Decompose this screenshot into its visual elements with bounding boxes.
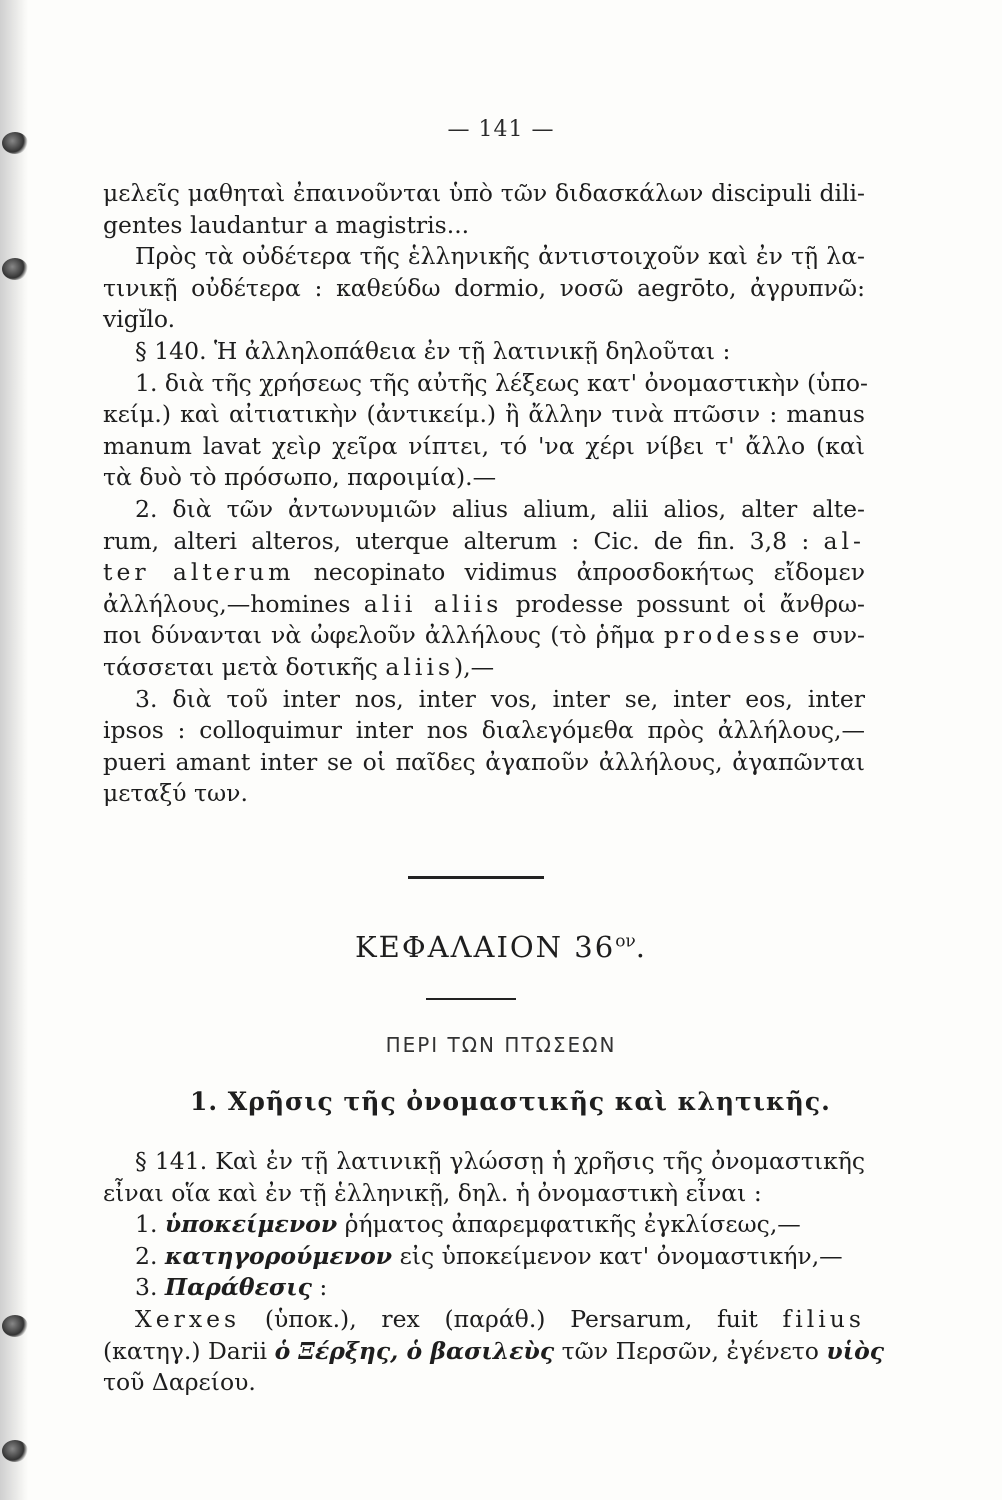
chapter-title-text: ΚΕΦΑΛΑΙΟΝ 36 xyxy=(355,930,616,964)
text-line: κείμ.) καὶ αἰτιατικὴν (ἀντικείμ.) ἢ ἄλλην τινὰ πτῶσιν : manus xyxy=(103,400,865,429)
text-line xyxy=(103,1304,865,1336)
section-141 xyxy=(103,1146,885,1399)
text-line xyxy=(103,526,865,558)
text-line: τὰ δυὸ τὸ πρόσωπο, παροιμία).— xyxy=(103,463,497,492)
paragraph-neuter xyxy=(103,241,865,336)
bold-term: υἱὸς xyxy=(826,1336,885,1365)
text-fragment: necopinato vidimus ἀπροσδοκήτως εἴδομεν xyxy=(313,558,865,587)
spaced-term: filius xyxy=(782,1304,865,1333)
list-item xyxy=(103,1272,865,1304)
spaced-term: ter alterum xyxy=(103,558,295,587)
spaced-term: aliis xyxy=(385,652,455,681)
spaced-term: al- xyxy=(823,526,865,555)
text-fragment: τάσσεται μετὰ δοτικῆς xyxy=(103,652,378,681)
page-number: — 141 — xyxy=(447,117,555,142)
text-line: gentes laudantur a magistris... xyxy=(103,210,470,239)
binding-edge xyxy=(0,0,28,1500)
upper-text-block xyxy=(103,178,868,810)
text-line: vigĭlo. xyxy=(103,305,176,334)
list-item xyxy=(103,1241,865,1273)
binding-ring-icon xyxy=(2,258,28,280)
paragraph-continuation xyxy=(103,178,865,241)
text-line: τινικῇ οὐδέτερα : καθεύδω dormio, νοσῶ aegrōto, ἀγρυπνῶ: xyxy=(103,273,865,302)
text-line: ipsos : colloquimur inter nos διαλεγόμεθα πρὸς ἀλλήλους,— xyxy=(103,716,865,745)
text-line: pueri amant inter se οἱ παῖδες ἀγαποῦν ἀλλήλους, ἀγαπῶνται xyxy=(103,747,865,776)
text-line: 1. διὰ τῆς χρήσεως τῆς αὐτῆς λέξεως κατ' ὀνομαστικὴν (ὑπο- xyxy=(135,368,868,397)
text-line: μελεῖς μαθηταὶ ἐπαινοῦνται ὑπὸ τῶν διδασκάλων discipuli dili- xyxy=(103,179,865,207)
section-140-heading: § 140. Ἡ ἀλληλοπάθεια ἐν τῇ λατινικῇ δηλοῦται : xyxy=(135,336,731,365)
text-line: § 141. Καὶ ἐν τῇ λατινικῇ γλώσσῃ ἡ χρῆσις τῆς ὀνομαστικῆς xyxy=(135,1147,865,1175)
text-line xyxy=(103,652,865,684)
text-line: μεταξύ των. xyxy=(103,779,248,808)
text-fragment: prodesse possunt οἱ ἄνθρω- xyxy=(515,589,865,618)
spaced-term: prodesse xyxy=(663,621,804,650)
item-number: 3. xyxy=(135,1273,158,1302)
item-number: 2. xyxy=(135,1241,158,1270)
chapter-title xyxy=(0,930,1002,964)
chapter-divider xyxy=(408,876,544,879)
text-line xyxy=(103,1336,885,1368)
text-fragment: συν- xyxy=(812,621,865,650)
text-line xyxy=(103,589,865,621)
section-heading: ΠΕΡΙ ΤΩΝ ΠΤΩΣΕΩΝ xyxy=(385,1033,617,1057)
lower-text-block xyxy=(103,1146,885,1399)
text-fragment: rum, alteri alteros, uterque alterum : Cic. de fin. 3,8 : xyxy=(103,526,810,555)
item-text: εἰς ὑποκείμενον κατ' ὀνομαστικήν,— xyxy=(399,1241,843,1270)
text-line: Πρὸς τὰ οὐδέτερα τῆς ἑλληνικῆς ἀντιστοιχοῦν καὶ ἐν τῇ λα- xyxy=(135,242,865,271)
list-item xyxy=(103,1209,865,1241)
chapter-title-suffix: ον xyxy=(615,931,636,952)
item-term: κατηγορούμενον xyxy=(164,1241,393,1270)
text-fragment: (κατηγ.) Darii xyxy=(103,1336,268,1365)
text-line: 3. διὰ τοῦ inter nos, inter vos, inter se, inter eos, inter xyxy=(135,684,865,713)
text-line xyxy=(103,620,865,652)
text-fragment: ποι δύνανται νὰ ὠφελοῦν ἀλλήλους (τὸ ῥῆμα xyxy=(103,621,655,650)
item-term: Παράθεσις xyxy=(164,1273,312,1302)
chapter-title-end: . xyxy=(635,930,647,964)
text-line xyxy=(103,557,865,589)
text-line: 2. διὰ τῶν ἀντωνυμιῶν alius alium, alii alios, alter alte- xyxy=(135,494,865,523)
item-number: 1. xyxy=(135,1210,158,1239)
spaced-term: alii aliis xyxy=(363,589,503,618)
bold-term: ὁ Ξέρξης, ὁ βασιλεὺς xyxy=(274,1336,555,1365)
text-line: τοῦ Δαρείου. xyxy=(103,1368,256,1397)
binding-ring-icon xyxy=(2,1315,28,1337)
text-fragment: (ὑποκ.), rex (παράθ.) Persarum, fuit xyxy=(264,1304,758,1333)
text-line: εἶναι οἵα καὶ ἐν τῇ ἑλληνικῇ, δηλ. ἡ ὀνομαστικὴ εἶναι : xyxy=(103,1178,762,1207)
item-text: ῥήματος ἀπαρεμφατικῆς ἐγκλίσεως,— xyxy=(344,1210,801,1239)
subsection-heading: 1. Χρῆσις τῆς ὀνομαστικῆς καὶ κλητικῆς. xyxy=(190,1087,831,1116)
text-fragment: ἀλλήλους,—homines xyxy=(103,589,351,618)
title-divider xyxy=(426,998,516,1000)
spaced-term: Xerxes xyxy=(135,1304,241,1333)
binding-ring-icon xyxy=(2,1440,28,1462)
text-fragment: τῶν Περσῶν, ἐγένετο xyxy=(561,1336,819,1365)
item-term: ὑποκείμενον xyxy=(164,1210,338,1239)
section-140 xyxy=(103,336,868,810)
text-fragment: ),— xyxy=(454,652,495,681)
text-line: manum lavat χεὶρ χεῖρα νίπτει, τό 'να χέρι νίβει τ' ἄλλο (καὶ xyxy=(103,431,865,460)
item-text: : xyxy=(319,1273,328,1302)
